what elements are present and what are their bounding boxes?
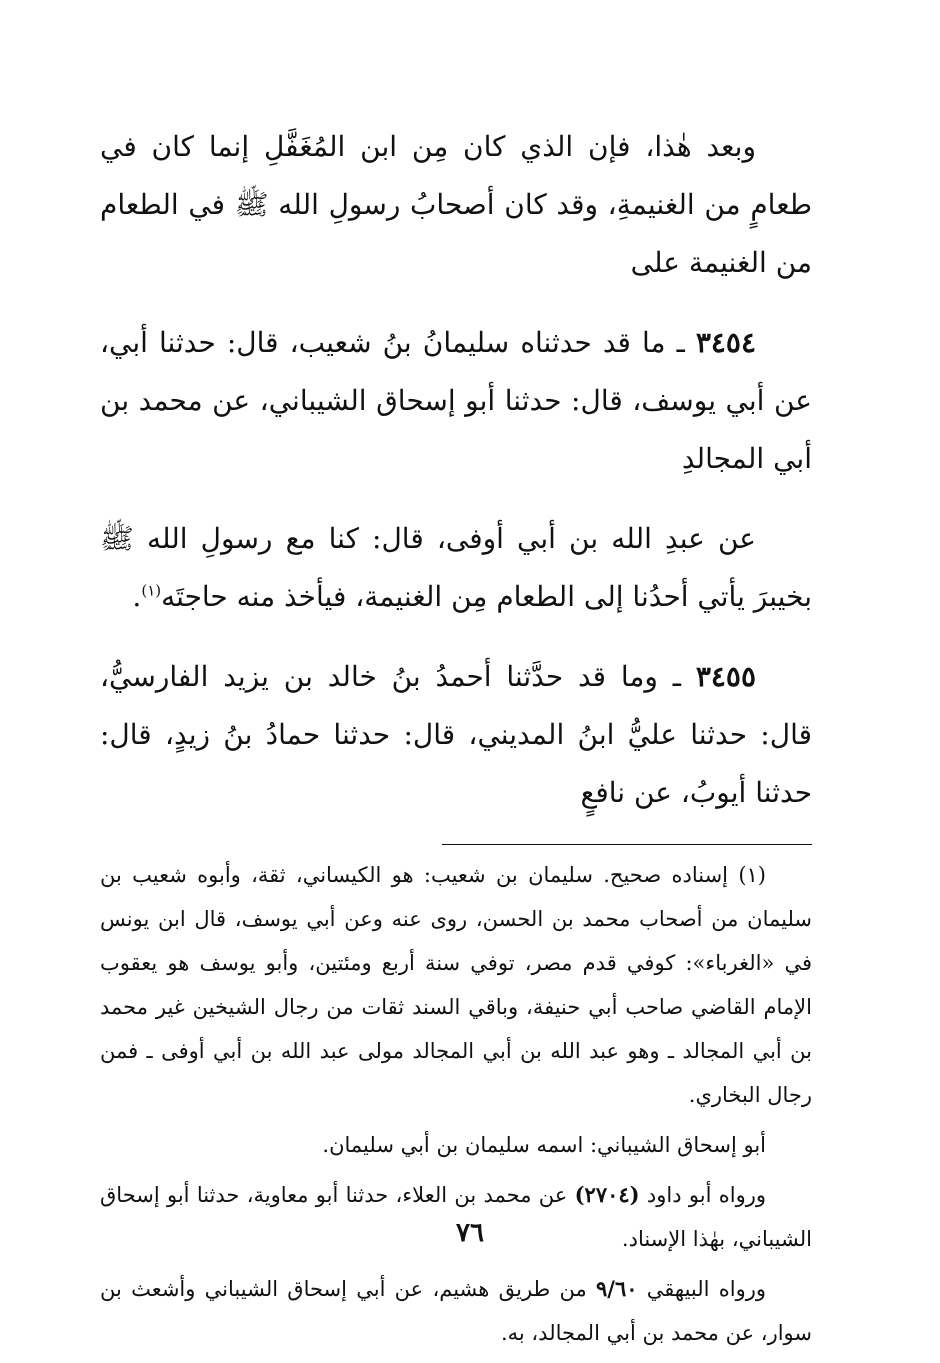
matn-text: عن عبدِ الله بن أبي أوفى، قال: كنا مع رسولِ الله ﷺ بخيبرَ يأتي أحدُنا إلى الطعام مِن الغنيمة، فيأخذ منه حاجتَه	[100, 522, 812, 613]
page-number: ٧٦	[456, 1218, 484, 1248]
paragraph-intro	[100, 118, 812, 292]
footnote-number: ٩/٦٠	[596, 1276, 638, 1301]
footnote-text: ورواه أبو داود	[639, 1183, 766, 1207]
hadith-text: ـ ما قد حدثناه سليمانُ بنُ شعيب، قال: حدثنا أبي، عن أبي يوسف، قال: حدثنا أبو إسحاق الشيباني، عن محمد بن أبي المجالدِ	[100, 326, 812, 475]
footnote-separator	[442, 844, 812, 845]
hadith-number: ٣٤٥٥	[695, 660, 756, 693]
footnote-reference: (١)	[141, 581, 162, 600]
footnote-number: (٢٧٠٤)	[574, 1182, 640, 1207]
matn-end: .	[132, 580, 142, 613]
hadith-text: ـ وما قد حدَّثنا أحمدُ بنُ خالد بن يزيد الفارسيُّ، قال: حدثنا عليُّ ابنُ المديني، قال: حدثنا حمادُ بنُ زيدٍ، قال: حدثنا أيوبُ، عن نافعٍ	[100, 660, 812, 809]
footnote-1	[100, 853, 812, 1117]
paragraph-intro-text: وبعد هٰذا، فإن الذي كان مِن ابن المُغَفَّلِ إنما كان في طعامٍ من الغنيمةِ، وقد كان أصحابُ رسولِ الله ﷺ في الطعام من الغنيمة على	[100, 130, 812, 279]
footnote-4	[100, 1267, 812, 1355]
footnote-text: (١) إسناده صحيح. سليمان بن شعيب: هو الكيساني، ثقة، وأبوه شعيب بن سليمان من أصحاب محمد بن الحسن، روى عنه وعن أبي يوسف، قال ابن يونس في «الغرباء»: كوفي قدم مصر، توفي سنة أربع ومئتين، وأبو يوسف هو يعقوب الإمام القاضي صاحب أبي حنيفة، وباقي السند ثقات من رجال الشيخين غير محمد بن أبي المجالد ـ وهو عبد الله بن أبي المجالد مولى عبد الله بن أبي أوفى ـ فمن رجال البخاري.	[100, 863, 812, 1107]
footnote-text: من طريق هشيم، عن أبي إسحاق الشيباني وأشعث بن سوار، عن محمد بن أبي المجالد، به.	[100, 1277, 812, 1345]
page-body	[100, 118, 812, 1361]
footnotes	[100, 853, 812, 1355]
hadith-3455	[100, 648, 812, 822]
footnote-2	[100, 1123, 812, 1167]
hadith-number: ٣٤٥٤	[695, 326, 756, 359]
footnote-text: ورواه البيهقي	[637, 1277, 766, 1301]
hadith-3454	[100, 314, 812, 488]
footnote-text: أبو إسحاق الشيباني: اسمه سليمان بن أبي سليمان.	[322, 1133, 766, 1157]
footnote-text: عن محمد بن العلاء، حدثنا أبو معاوية، حدثنا أبو إسحاق الشيباني، بهٰذا الإسناد.	[100, 1183, 812, 1251]
paragraph-matn	[100, 510, 812, 626]
